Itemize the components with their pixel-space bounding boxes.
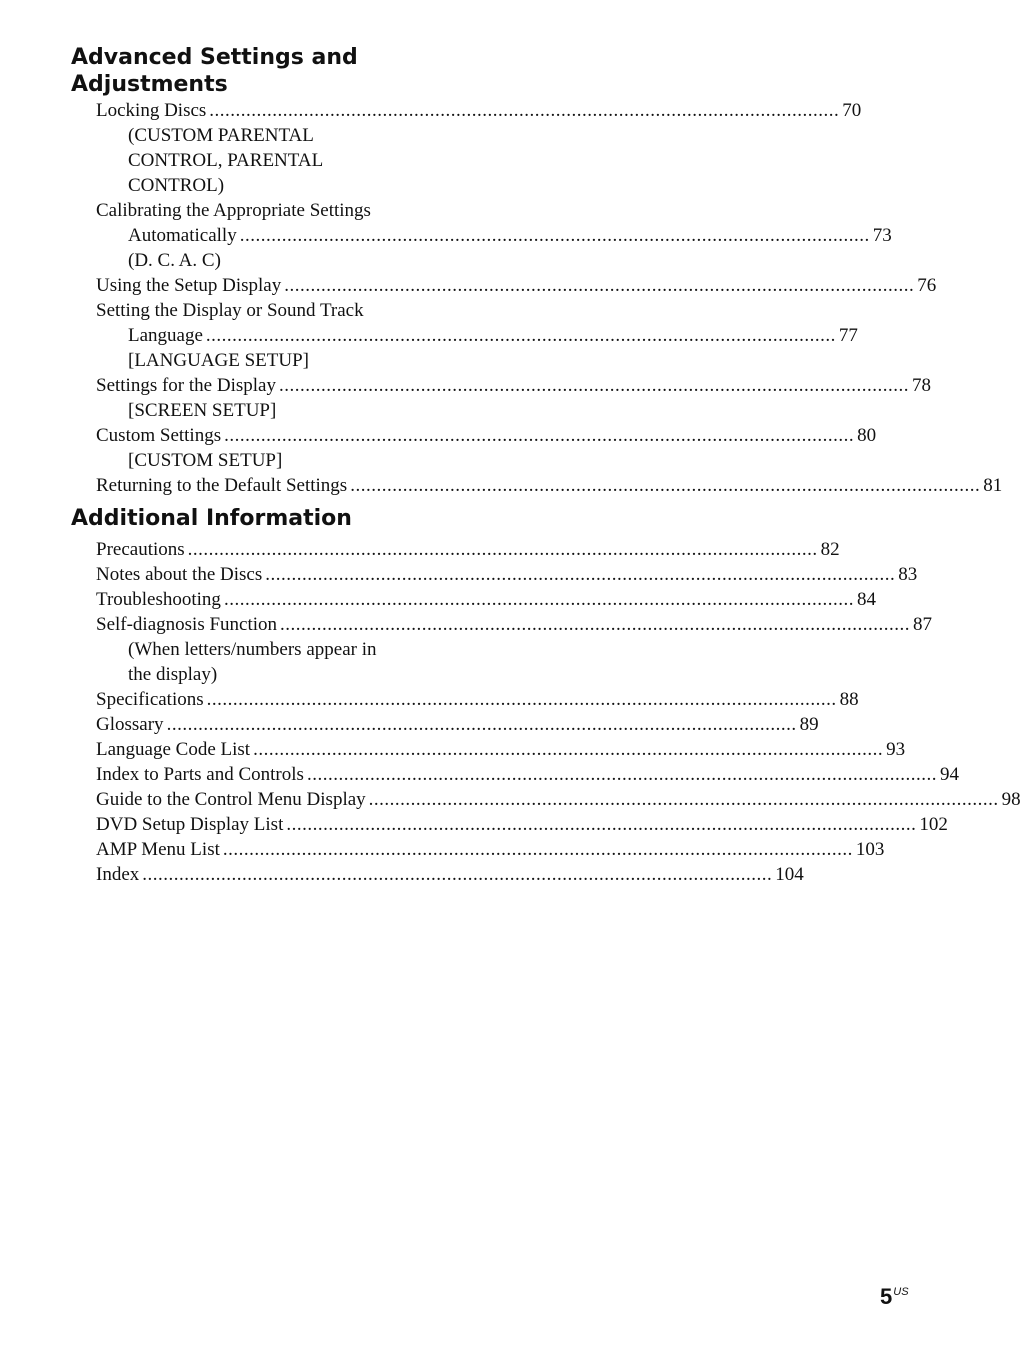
toc-entry-lead: Calibrating the Appropriate Settings xyxy=(96,200,371,221)
dot-leader: ........................................................................................................................ xyxy=(223,589,854,610)
dot-leader: ........................................................................................................................ xyxy=(284,275,915,296)
toc-entry-subtitle: [SCREEN SETUP] xyxy=(128,400,277,421)
toc-entry-subtitle: (CUSTOM PARENTAL xyxy=(128,125,314,146)
toc-entry[interactable] xyxy=(96,712,819,737)
toc-entry-title: Returning to the Default Settings xyxy=(96,475,348,496)
section-entries-additional xyxy=(96,537,1021,887)
dot-leader: ........................................................................................................................ xyxy=(166,714,797,735)
toc-entry-row xyxy=(96,423,877,448)
dot-leader: ........................................................................................................................ xyxy=(205,325,836,346)
toc-entry-title: Locking Discs xyxy=(96,100,207,121)
toc-entry-title: Specifications xyxy=(96,689,204,710)
toc-entry-title: Using the Setup Display xyxy=(96,275,282,296)
toc-entry-page: 73 xyxy=(872,225,892,246)
toc-entry-row xyxy=(96,273,937,298)
page-number-value: 5 xyxy=(880,1284,893,1309)
toc-entry[interactable] xyxy=(96,762,959,787)
dot-leader: ........................................................................................................................ xyxy=(239,225,870,246)
toc-entry-row xyxy=(96,712,819,737)
toc-entry-row xyxy=(96,787,1021,812)
toc-entry-row xyxy=(96,812,948,837)
toc-entry-row xyxy=(96,762,959,787)
toc-entry-page: 82 xyxy=(820,539,840,560)
toc-entry[interactable] xyxy=(96,198,892,273)
toc-entry[interactable] xyxy=(96,837,885,862)
toc-entry-subtitle: [CUSTOM SETUP] xyxy=(128,450,283,471)
toc-entry-row xyxy=(96,587,876,612)
toc-entry-subtitle: CONTROL) xyxy=(128,175,225,196)
dot-leader: ........................................................................................................................ xyxy=(306,764,937,785)
toc-entry[interactable] xyxy=(96,423,877,473)
toc-entry-lead: Setting the Display or Sound Track xyxy=(96,300,364,321)
dot-leader: ........................................................................................................................ xyxy=(286,814,917,835)
toc-entry-title: Troubleshooting xyxy=(96,589,221,610)
toc-entry[interactable] xyxy=(96,562,918,587)
toc-entry[interactable] xyxy=(96,298,858,373)
toc-entry-title: Automatically xyxy=(128,225,237,246)
section-entries-advanced xyxy=(96,98,1003,498)
toc-entry-title: DVD Setup Display List xyxy=(96,814,284,835)
toc-entry[interactable] xyxy=(96,98,862,198)
dot-leader: ........................................................................................................................ xyxy=(224,425,855,446)
toc-entry-subtitle: (D. C. A. C) xyxy=(128,250,221,271)
toc-entry-subtitle: (When letters/numbers appear in xyxy=(128,639,377,660)
toc-entry-page: 102 xyxy=(919,814,948,835)
toc-entry-page: 98 xyxy=(1001,789,1021,810)
toc-entry-page: 70 xyxy=(842,100,862,121)
toc-entry-title: Custom Settings xyxy=(96,425,222,446)
toc-entry-title: Settings for the Display xyxy=(96,375,276,396)
toc-entry-title: Language xyxy=(128,325,203,346)
toc-entry[interactable] xyxy=(96,862,804,887)
dot-leader: ........................................................................................................................ xyxy=(206,689,837,710)
toc-entry-title: Index to Parts and Controls xyxy=(96,764,304,785)
dot-leader: ........................................................................................................................ xyxy=(280,614,911,635)
toc-entry-page: 84 xyxy=(856,589,876,610)
dot-leader: ........................................................................................................................ xyxy=(187,539,818,560)
toc-entry-page: 77 xyxy=(838,325,858,346)
toc-entry[interactable] xyxy=(96,473,1003,498)
dot-leader: ........................................................................................................................ xyxy=(350,475,981,496)
section-title-advanced: Advanced Settings and Adjustments xyxy=(71,45,358,97)
toc-entry[interactable] xyxy=(96,273,937,298)
toc-entry-subtitle: the display) xyxy=(128,664,218,685)
dot-leader: ........................................................................................................................ xyxy=(368,789,999,810)
dot-leader: ........................................................................................................................ xyxy=(142,864,773,885)
toc-entry[interactable] xyxy=(96,612,933,687)
toc-entry-subtitle: CONTROL, PARENTAL xyxy=(128,150,324,171)
toc-entry-page: 80 xyxy=(857,425,877,446)
toc-entry-title: Index xyxy=(96,864,140,885)
toc-entry[interactable] xyxy=(96,687,859,712)
toc-entry-row xyxy=(96,612,933,637)
dot-leader: ........................................................................................................................ xyxy=(209,100,840,121)
toc-entry-row xyxy=(96,862,804,887)
toc-entry-row xyxy=(96,473,1003,498)
toc-entry-row xyxy=(96,687,859,712)
toc-entry-row xyxy=(96,98,862,123)
toc-entry-title: Guide to the Control Menu Display xyxy=(96,789,366,810)
dot-leader: ........................................................................................................................ xyxy=(265,564,896,585)
toc-entry-subtitle: [LANGUAGE SETUP] xyxy=(128,350,310,371)
toc-entry-page: 83 xyxy=(898,564,918,585)
toc-entry-page: 76 xyxy=(917,275,937,296)
toc-entry-page: 93 xyxy=(886,739,906,760)
table-of-contents xyxy=(71,44,1021,887)
toc-entry-page: 88 xyxy=(839,689,859,710)
toc-entry-page: 103 xyxy=(855,839,885,860)
toc-entry[interactable] xyxy=(96,787,1021,812)
toc-entry-page: 89 xyxy=(799,714,819,735)
toc-entry[interactable] xyxy=(96,737,906,762)
toc-entry-title: Glossary xyxy=(96,714,164,735)
toc-entry[interactable] xyxy=(96,537,840,562)
toc-entry-title: AMP Menu List xyxy=(96,839,220,860)
toc-entry-page: 94 xyxy=(939,764,959,785)
toc-entry-title: Precautions xyxy=(96,539,185,560)
section-title-additional: Additional Information xyxy=(71,506,352,531)
toc-entry-row xyxy=(96,323,858,348)
toc-entry-page: 81 xyxy=(983,475,1003,496)
toc-entry[interactable] xyxy=(96,587,876,612)
toc-entry[interactable] xyxy=(96,373,931,423)
toc-entry[interactable] xyxy=(96,812,948,837)
dot-leader: ........................................................................................................................ xyxy=(222,839,853,860)
toc-entry-title: Self-diagnosis Function xyxy=(96,614,278,635)
toc-entry-row xyxy=(96,537,840,562)
toc-entry-page: 87 xyxy=(913,614,933,635)
toc-entry-row xyxy=(96,223,892,248)
page-number xyxy=(880,1284,909,1310)
toc-entry-title: Notes about the Discs xyxy=(96,564,263,585)
toc-entry-title: Language Code List xyxy=(96,739,251,760)
dot-leader: ........................................................................................................................ xyxy=(253,739,884,760)
toc-entry-row xyxy=(96,737,906,762)
toc-entry-row xyxy=(96,373,931,398)
toc-entry-page: 104 xyxy=(775,864,804,885)
toc-entry-row xyxy=(96,562,918,587)
dot-leader: ........................................................................................................................ xyxy=(278,375,909,396)
page-number-suffix: US xyxy=(893,1286,909,1298)
toc-entry-row xyxy=(96,837,885,862)
toc-entry-page: 78 xyxy=(911,375,931,396)
